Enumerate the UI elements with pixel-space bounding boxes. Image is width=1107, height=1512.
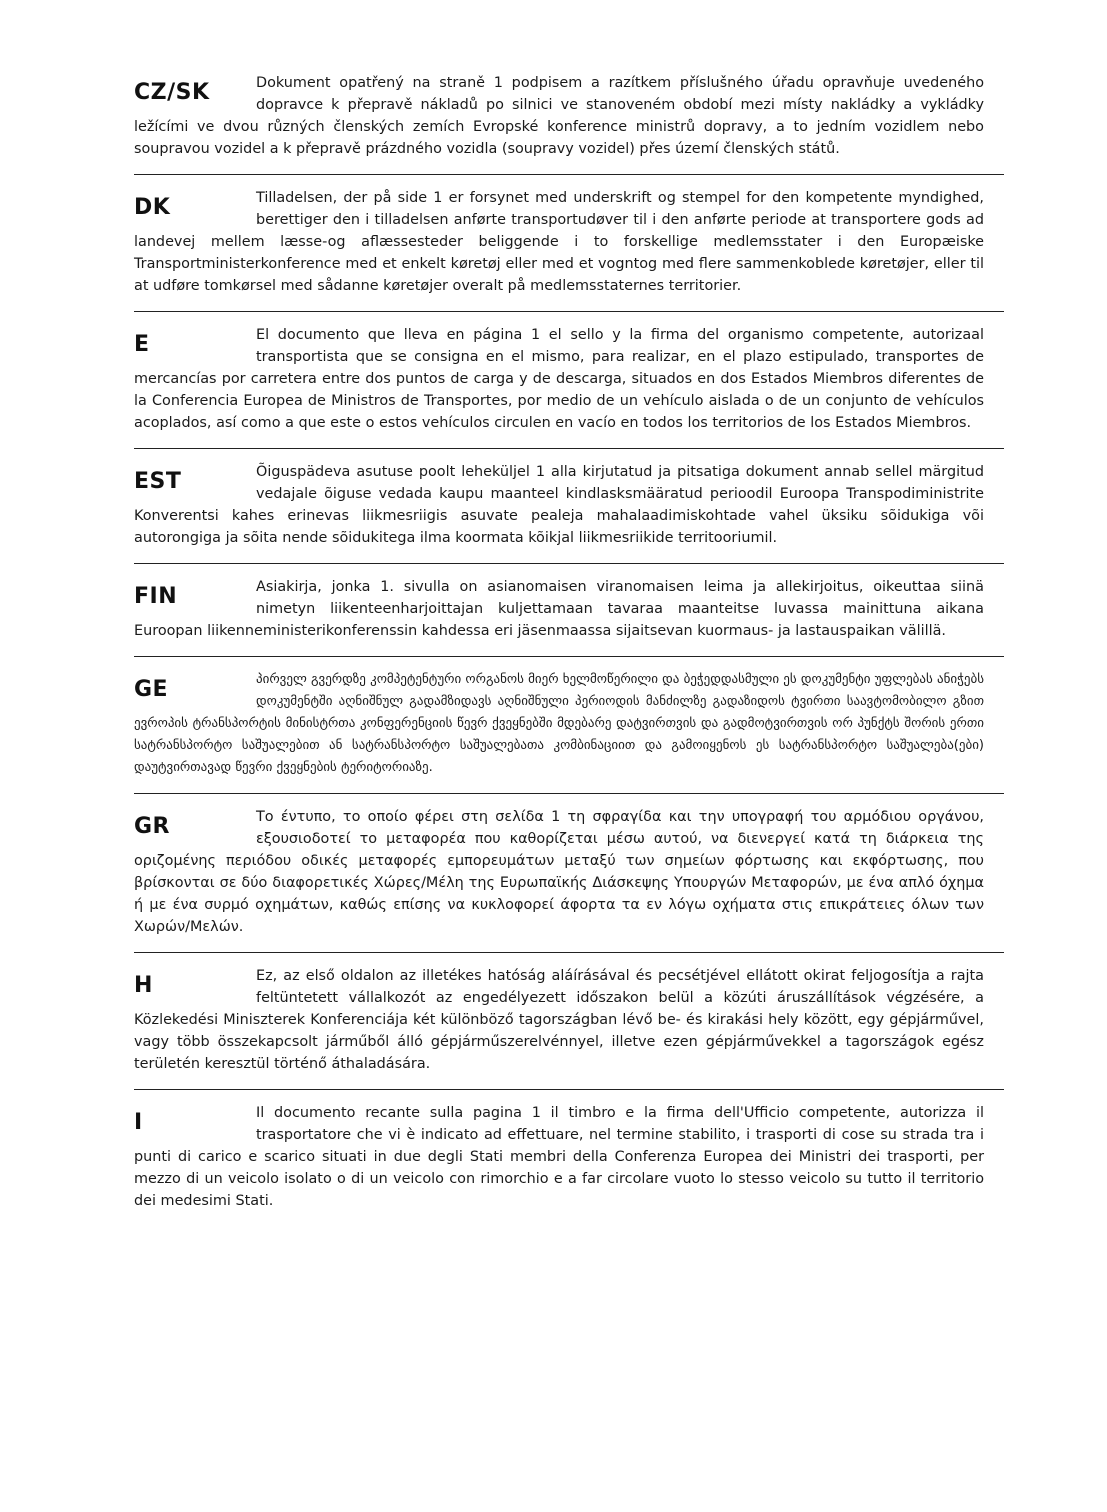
section-divider bbox=[134, 563, 1004, 564]
document-page bbox=[134, 72, 984, 1212]
language-code: GE bbox=[134, 677, 169, 702]
language-code: EST bbox=[134, 469, 182, 494]
section-h bbox=[134, 965, 984, 1075]
language-code: DK bbox=[134, 195, 171, 220]
language-code: E bbox=[134, 332, 150, 357]
section-est bbox=[134, 461, 984, 549]
section-text: Dokument opatřený na straně 1 podpisem a razítkem příslušného úřadu opravňuje uvedeného dopravce k přepravě nákladů po silnici ve stanoveném období mezi místy nakládky a vykládky ležícími ve dvou různých členských zemích Evropské konference ministrů dopravy, a to jedním vozidlem nebo soupravou vozidel a k přepravě prázdného vozidla (soupravy vozidel) přes území členských států. bbox=[134, 75, 984, 157]
language-code: GR bbox=[134, 814, 170, 839]
section-divider bbox=[134, 1089, 1004, 1090]
section-text: Tilladelsen, der på side 1 er forsynet med underskrift og stempel for den kompetente myndighed, berettiger den i tilladelsen anførte transportudøver til i den anførte periode at transportere gods ad landevej mellem læsse-og aflæssesteder beliggende i to forskellige medlemsstater i den Europæiske Transportministerkonference med et enkelt køretøj eller med et vogntog med flere sammenkoblede køretøjer, eller til at udføre tomkørsel med sådanne køretøjer overalt på medlemsstaternes territorier. bbox=[134, 190, 984, 294]
section-gr bbox=[134, 806, 984, 938]
section-dk bbox=[134, 187, 984, 297]
section-e bbox=[134, 324, 984, 434]
section-i bbox=[134, 1102, 984, 1212]
language-code: I bbox=[134, 1110, 143, 1135]
section-text: პირველ გვერდზე კომპეტენტური ორგანოს მიერ ხელმოწერილი და ბეჭედდასმული ეს დოკუმენტი უფლებას ანიჭებს დოკუმენტში აღნიშნულ გადამზიდავს აღნიშნული პერიოდის მანძილზე გადაზიდოს ტვირთი საავტომობილო გზით ევროპის ტრანსპორტის მინისტრთა კონფერენციის წევრ ქვეყნებში მდებარე დატვირთვის და გადმოტვირთვის ორ პუნქტს შორის ერთი სატრანსპორტო საშუალებით ან სატრანსპორტო საშუალებათა კომბინაციით და გამოიყენოს ეს სატრანსპორტო საშუალება(ები) დაუტვირთავად წევრი ქვეყნების ტერიტორიაზე. bbox=[134, 672, 984, 775]
section-text: Ez, az első oldalon az illetékes hatóság aláírásával és pecsétjével ellátott okirat feljogosítja a rajta feltüntetett vállalkozót az engedélyezett időszakon belül a közúti áruszállítások végzésére, a Közlekedési Miniszterek Konferenciája két különböző tagországban lévő be- és kirakási hely között, egy gépjárművel, vagy több összekapcsolt járműből álló gépjárműszerelvénnyel, illetve ezen gépjárművekkel a tagországok egész területén keresztül történő áthaladására. bbox=[134, 968, 984, 1072]
section-divider bbox=[134, 952, 1004, 953]
section-divider bbox=[134, 793, 1004, 794]
section-text: Il documento recante sulla pagina 1 il timbro e la firma dell'Ufficio competente, autorizza il trasportatore che vi è indicato ad effettuare, nel termine stabilito, i trasporti di cose su strada tra i punti di carico e scarico situati in due degli Stati membri della Conferenza Europea dei Ministri dei trasporti, per mezzo di un veicolo isolato o di un veicolo con rimorchio e a far circolare vuoto lo stesso veicolo su tutto il territorio dei medesimi Stati. bbox=[134, 1105, 984, 1209]
section-cz-sk bbox=[134, 72, 984, 160]
section-divider bbox=[134, 174, 1004, 175]
section-text: Õiguspädeva asutuse poolt leheküljel 1 alla kirjutatud ja pitsatiga dokument annab sellel märgitud vedajale õiguse vedada kaupu maanteel kindlasksmääratud perioodil Euroopa Transpodiministrite Konverentsi kahes erinevas liikmesriigis asuvate pealeja mahalaadimiskohtade vahel üksiku sõidukiga või autorongiga ja sõita nende sõidukitega ilma koormata kõikjal liikmesriikide territooriumil. bbox=[134, 464, 984, 546]
section-divider bbox=[134, 656, 1004, 657]
section-ge bbox=[134, 669, 984, 779]
language-code: H bbox=[134, 973, 153, 998]
section-text: El documento que lleva en página 1 el sello y la firma del organismo competente, autorizaal transportista que se consigna en el mismo, para realizar, en el plazo estipulado, transportes de mercancías por carretera entre dos puntos de carga y de descarga, situados en dos Estados Miembros diferentes de la Conferencia Europea de Ministros de Transportes, por medio de un vehículo aislada o de un conjunto de vehículos acoplados, así como a que este o estos vehículos circulen en vacío en todos los territorios de los Estados Miembros. bbox=[134, 327, 984, 431]
section-text: Asiakirja, jonka 1. sivulla on asianomaisen viranomaisen leima ja allekirjoitus, oikeuttaa siinä nimetyn liikenteenharjoittajan kuljettamaan tavaraa maanteitse luvassa mainittuna aikana Euroopan liikenneministerikonferenssin kahdessa eri jäsenmaassa sijaitsevan kuormaus- ja lastauspaikan välillä. bbox=[134, 579, 984, 639]
language-code: FIN bbox=[134, 584, 178, 609]
language-code: CZ/SK bbox=[134, 80, 210, 105]
section-divider bbox=[134, 311, 1004, 312]
section-divider bbox=[134, 448, 1004, 449]
section-fin bbox=[134, 576, 984, 642]
section-text: Το έντυπο, το οποίο φέρει στη σελίδα 1 τη σφραγίδα και την υπογραφή του αρμόδιου οργάνου, εξουσιοδοτεί το μεταφορέα που καθορίζεται μέσω αυτού, να διενεργεί κατά τη διάρκεια της οριζομένης περιόδου οδικές μεταφορές εμπορευμάτων μεταξύ των σημείων φόρτωσης και εκφόρτωσης, που βρίσκονται σε δύο διαφορετικές Χώρες/Μέλη της Ευρωπαϊκής Διάσκεψης Υπουργών Μεταφορών, με ένα απλό όχημα ή με ένα συρμό οχημάτων, καθώς επίσης να κυκλοφορεί άφορτα τα εν λόγω οχήματα στις επικράτειες όλων των Χωρών/Μελών. bbox=[134, 809, 984, 935]
